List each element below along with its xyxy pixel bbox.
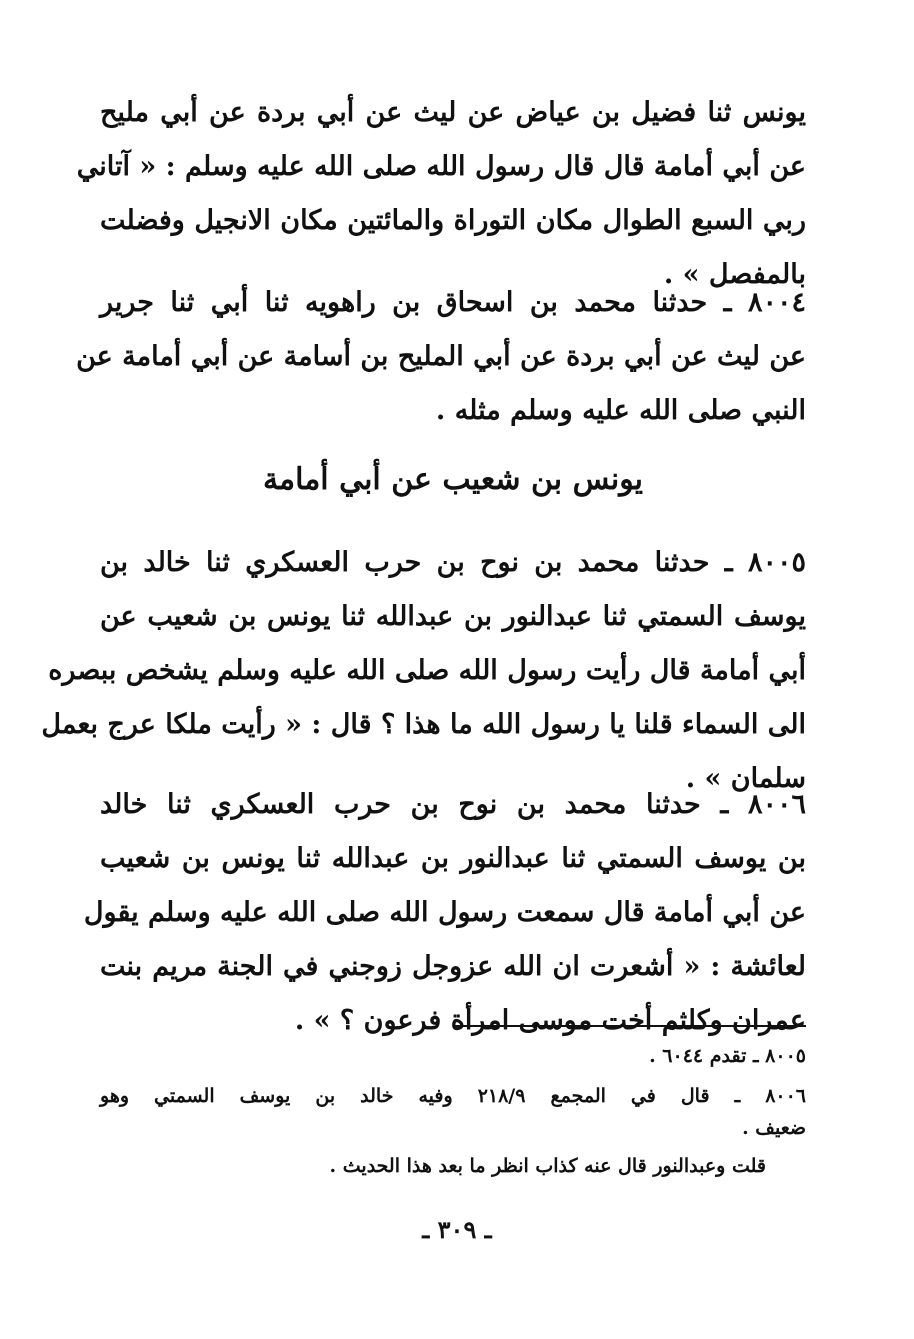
hadith-paragraph-8006 bbox=[83, 778, 806, 1048]
page-number: ـ ٣٠٩ ـ bbox=[422, 1215, 492, 1244]
text-line: ٨٠٠٦ ـ حدثنا محمد بن نوح بن حرب العسكري ثنا خالد bbox=[100, 789, 806, 820]
text-line: عن أبي أمامة قال قال رسول الله صلى الله عليه وسلم : « آتاني bbox=[76, 151, 806, 182]
text-line: يوسف السمتي ثنا عبدالنور بن عبدالله ثنا يونس بن شعيب عن bbox=[100, 601, 806, 632]
footnote-separator bbox=[455, 1025, 806, 1027]
text-line: بالمفصل » . bbox=[663, 259, 806, 290]
text-line: بن يوسف السمتي ثنا عبدالنور بن عبدالله ثنا يونس بن شعيب bbox=[100, 843, 806, 874]
text-line: النبي صلى الله عليه وسلم مثله . bbox=[435, 395, 806, 426]
text-line: عمران وكلثم أخت موسى امرأة فرعون ؟ » . bbox=[294, 1005, 806, 1036]
footnote-note: قلت وعبدالنور قال عنه كذاب انظر ما بعد هذا الحديث . bbox=[329, 1155, 766, 1177]
text-line: عن أبي أمامة قال سمعت رسول الله صلى الله عليه وسلم يقول bbox=[83, 897, 806, 928]
footnote-8006-line-1: ٨٠٠٦ ـ قال في المجمع ٢١٨/٩ وفيه خالد بن يوسف السمتي وهو bbox=[100, 1085, 807, 1107]
section-heading: يونس بن شعيب عن أبي أمامة bbox=[262, 462, 644, 497]
text-line: لعائشة : « أشعرت ان الله عزوجل زوجني في الجنة مريم بنت bbox=[100, 951, 806, 982]
text-line: ربي السبع الطوال مكان التوراة والمائتين مكان الانجيل وفضلت bbox=[100, 205, 806, 236]
hadith-paragraph-8005 bbox=[41, 536, 806, 806]
footnote-8006-line-2: ضعيف . bbox=[742, 1117, 806, 1139]
text-line: أبي أمامة قال رأيت رسول الله صلى الله عليه وسلم يشخص ببصره bbox=[48, 655, 806, 686]
footnote-8005: ٨٠٠٥ ـ تقدم ٦٠٤٤ . bbox=[649, 1045, 806, 1067]
text-line: سلمان » . bbox=[685, 763, 806, 794]
hadith-paragraph-8004 bbox=[76, 276, 806, 438]
text-line: الى السماء قلنا يا رسول الله ما هذا ؟ قال : « رأيت ملكا عرج بعمل bbox=[41, 709, 806, 740]
text-line: ٨٠٠٤ ـ حدثنا محمد بن اسحاق بن راهويه ثنا أبي ثنا جرير bbox=[100, 287, 806, 318]
hadith-paragraph-continuation bbox=[76, 86, 806, 302]
text-line: يونس ثنا فضيل بن عياض عن ليث عن أبي بردة عن أبي مليح bbox=[100, 97, 806, 128]
text-line: ٨٠٠٥ ـ حدثنا محمد بن نوح بن حرب العسكري ثنا خالد بن bbox=[100, 547, 806, 578]
text-line: عن ليث عن أبي بردة عن أبي المليح بن أسامة عن أبي أمامة عن bbox=[76, 341, 806, 372]
